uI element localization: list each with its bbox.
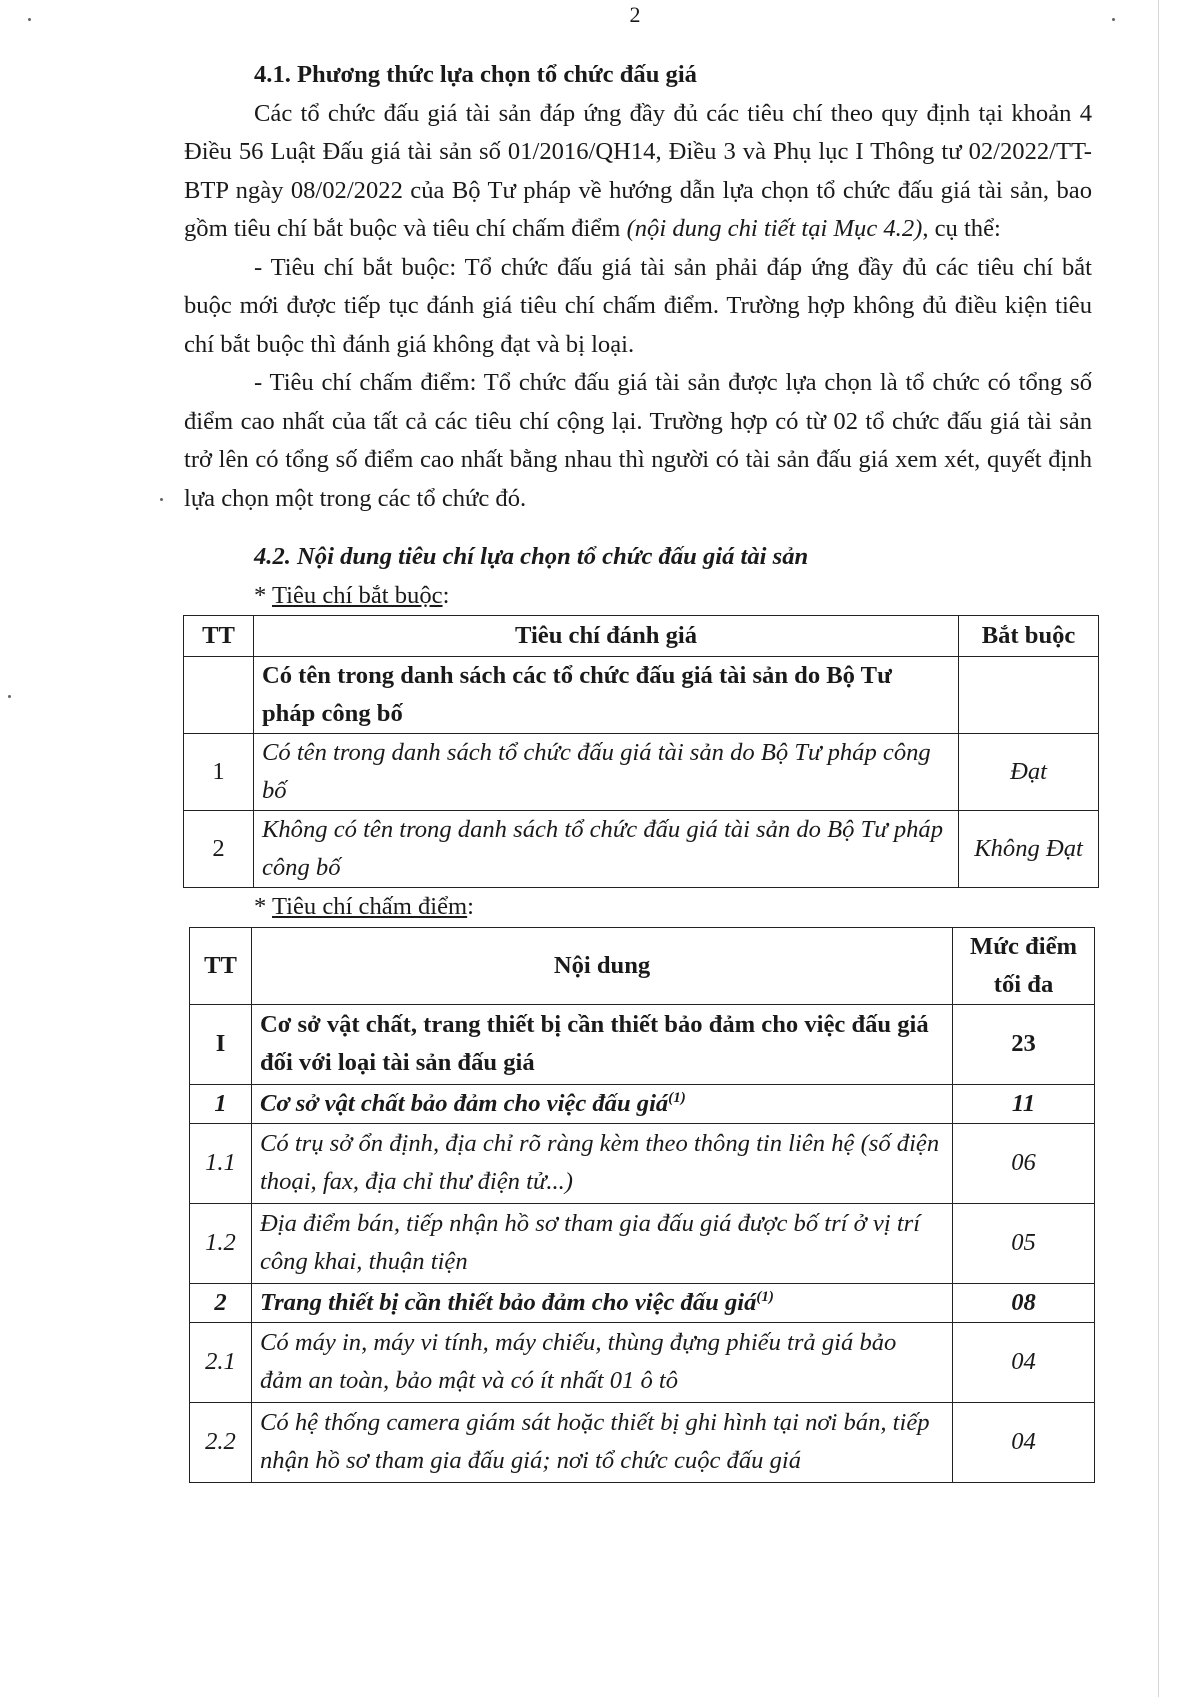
cell-tt: I: [190, 1004, 252, 1084]
table-header-row: [190, 927, 1095, 1004]
header-mandatory: Bắt buộc: [959, 616, 1099, 657]
table-row: [190, 1004, 1095, 1084]
section-4-1-intro: [184, 95, 1092, 249]
cell-result: [959, 657, 1099, 734]
label-colon: :: [467, 893, 474, 920]
scan-speck: [160, 498, 163, 501]
header-tt: TT: [190, 927, 252, 1004]
cell-tt: 1: [184, 734, 254, 811]
cell-criterion: Có tên trong danh sách tổ chức đấu giá tài sản do Bộ Tư pháp công bố: [253, 734, 958, 811]
intro-end: , cụ thể:: [922, 215, 1001, 242]
cell-score: 11: [953, 1084, 1095, 1123]
content-text: Cơ sở vật chất bảo đảm cho việc đấu giá: [259, 1089, 669, 1117]
table-row: [190, 1283, 1095, 1322]
label-star: *: [254, 893, 273, 920]
group-title-cell: Có tên trong danh sách các tổ chức đấu giá tài sản do Bộ Tư pháp công bố: [253, 657, 958, 734]
mandatory-criteria-paragraph: - Tiêu chí bắt buộc: Tổ chức đấu giá tài sản phải đáp ứng đầy đủ các tiêu chí bắt buộc mới được tiếp tục đánh giá tiêu chí chấm điểm. Trường hợp không đủ điều kiện tiêu chí bắt buộc thì đánh giá không đạt và bị loại.: [184, 253, 1092, 358]
cell-result: Không Đạt: [959, 811, 1099, 888]
header-content: Nội dung: [251, 927, 952, 1004]
scoring-criteria-paragraph: - Tiêu chí chấm điểm: Tổ chức đấu giá tài sản được lựa chọn là tổ chức có tổng số điểm cao nhất của tất cả các tiêu chí cộng lại. Trường hợp có từ 02 tổ chức đấu giá tài sản trở lên có tổng số điểm cao nhất bằng nhau thì người có tài sản đấu giá xem xét, quyết định lựa chọn một trong các tổ chức đó.: [184, 369, 1092, 512]
cell-result: Đạt: [959, 734, 1099, 811]
cell-tt: 1: [190, 1084, 252, 1123]
section-4-1-heading: 4.1. Phương thức lựa chọn tổ chức đấu giá: [254, 61, 697, 88]
cell-score: 06: [953, 1123, 1095, 1203]
mandatory-criteria-table: [183, 615, 1099, 888]
intro-text: Các tổ chức đấu giá tài sản đáp ứng đầy đủ các tiêu chí theo quy định tại khoản 4 Điều 56 Luật Đấu giá tài sản số 01/2016/QH14, Điều 3 và Phụ lục I Thông tư 02/2022/TT-BTP ngày 08/02/2022 của Bộ Tư pháp về hướng dẫn lựa chọn tổ chức đấu giá tài sản, bao gồm tiêu chí bắt buộc và tiêu chí chấm điểm: [184, 99, 1092, 242]
table-row: [184, 734, 1099, 811]
footnote-marker: (1): [668, 1089, 686, 1106]
content-text: Trang thiết bị cần thiết bảo đảm cho việc đấu giá: [259, 1288, 757, 1316]
cell-tt: 2.2: [190, 1402, 252, 1482]
label-colon: :: [442, 581, 450, 609]
table-row: [184, 657, 1099, 734]
cell-content: [251, 1084, 952, 1123]
scan-speck: [8, 695, 11, 698]
table-row: [190, 1123, 1095, 1203]
table-header-row: [184, 616, 1099, 657]
cell-content: Có hệ thống camera giám sát hoặc thiết bị ghi hình tại nơi bán, tiếp nhận hồ sơ tham gia đấu giá; nơi tổ chức cuộc đấu giá: [251, 1402, 952, 1482]
table-row: [190, 1402, 1095, 1482]
cell-score: 23: [953, 1004, 1095, 1084]
scoring-criteria-label: [254, 888, 1092, 927]
cell-tt: 2.1: [190, 1322, 252, 1402]
table-row: [190, 1322, 1095, 1402]
scoring-criteria-table: [189, 927, 1095, 1483]
cell-score: 05: [953, 1203, 1095, 1283]
cell-score: 08: [953, 1283, 1095, 1322]
cell-score: 04: [953, 1402, 1095, 1482]
cell-tt: 2: [190, 1283, 252, 1322]
table-row: [190, 1203, 1095, 1283]
footnote-marker: (1): [756, 1288, 774, 1305]
section-4-2-heading: 4.2. Nội dung tiêu chí lựa chọn tổ chức đấu giá tài sản: [254, 543, 809, 570]
cell-tt: 2: [184, 811, 254, 888]
cell-tt: 1.2: [190, 1203, 252, 1283]
cell-content: Cơ sở vật chất, trang thiết bị cần thiết bảo đảm cho việc đấu giá đối với loại tài sản đấu giá: [251, 1004, 952, 1084]
mandatory-criteria-label: [254, 577, 1092, 616]
cell-score: 04: [953, 1322, 1095, 1402]
table-row: [190, 1084, 1095, 1123]
header-max-score: Mức điểm tối đa: [953, 927, 1095, 1004]
cell-content: Địa điểm bán, tiếp nhận hồ sơ tham gia đấu giá được bố trí ở vị trí công khai, thuận tiện: [251, 1203, 952, 1283]
cell-content: [251, 1283, 952, 1322]
header-criterion: Tiêu chí đánh giá: [253, 616, 958, 657]
cell-tt: 1.1: [190, 1123, 252, 1203]
page-number: 2: [629, 2, 641, 27]
label-text: Tiêu chí chấm điểm: [272, 893, 468, 920]
cell-criterion: Không có tên trong danh sách tổ chức đấu giá tài sản do Bộ Tư pháp công bố: [253, 811, 958, 888]
cell-content: Có máy in, máy vi tính, máy chiếu, thùng đựng phiếu trả giá bảo đảm an toàn, bảo mật và có ít nhất 01 ô tô: [251, 1322, 952, 1402]
cell-tt: [184, 657, 254, 734]
intro-italic-ref: (nội dung chi tiết tại Mục 4.2): [626, 215, 923, 242]
scan-edge-line: [1158, 0, 1159, 1697]
label-text: Tiêu chí bắt buộc: [272, 581, 443, 609]
label-star: *: [254, 581, 273, 609]
header-tt: TT: [184, 616, 254, 657]
cell-content: Có trụ sở ổn định, địa chỉ rõ ràng kèm theo thông tin liên hệ (số điện thoại, fax, địa chỉ thư điện tử...): [251, 1123, 952, 1203]
document-body: [184, 56, 1092, 1483]
table-row: [184, 811, 1099, 888]
